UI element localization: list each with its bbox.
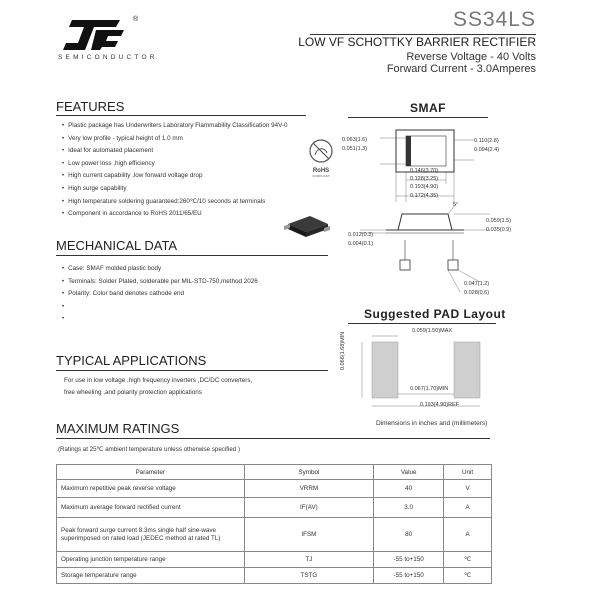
part-number: SS34LS — [452, 8, 536, 31]
pad-mid-dim: 0.067(1.70)MIN — [410, 386, 449, 392]
dim-i: 0.012(0.3) — [348, 232, 374, 238]
ratings-heading: MAXIMUM RATINGS — [56, 421, 180, 436]
applications-rule — [56, 370, 328, 371]
unit-cell: ℃ — [444, 568, 492, 584]
applications-heading: TYPICAL APPLICATIONS — [56, 353, 207, 368]
rohs-sub: COMPLIANT — [312, 174, 330, 178]
col-parameter: Parameter — [57, 465, 245, 480]
dim-c: 0.110(2.8) — [474, 138, 499, 144]
features-heading: FEATURES — [56, 99, 125, 114]
features-list — [62, 120, 288, 221]
mechanical-heading: MECHANICAL DATA — [56, 238, 178, 253]
param-cell: Operating junction temperature range — [57, 552, 245, 568]
registered-mark: ® — [133, 16, 139, 23]
dim-b: 0.051(1.3) — [342, 146, 368, 152]
dim-n: 0.028(0.6) — [464, 290, 490, 296]
mechanical-rule — [56, 255, 328, 256]
pad-top-dim: 0.059(1.50)MAX — [412, 328, 453, 334]
table-row — [57, 518, 492, 552]
dim-f: 0.128(3.25) — [410, 176, 439, 182]
dim-g: 0.193(4.90) — [410, 184, 439, 190]
dim-angle: 5° — [453, 202, 459, 208]
forward-current: Forward Current - 3.0Amperes — [386, 63, 536, 75]
value-cell: -55 to+150 — [374, 552, 444, 568]
value-cell: 40 — [374, 480, 444, 498]
col-symbol: Symbol — [244, 465, 374, 480]
component-image — [284, 212, 330, 240]
company-logo — [58, 18, 130, 52]
mechanical-item: • Polarity: Color band denotes cathode end — [62, 288, 258, 301]
param-cell: Storage temperature range — [57, 568, 245, 584]
rohs-label: RoHS — [312, 168, 330, 174]
dim-a: 0.063(1.6) — [342, 137, 368, 143]
symbol-cell: VRRM — [244, 480, 374, 498]
dim-m: 0.047(1.2) — [464, 281, 490, 287]
applications-line2: free wheeling ,and polarity protection applications — [64, 388, 202, 396]
unit-cell: ℃ — [444, 552, 492, 568]
symbol-cell: IF(AV) — [244, 498, 374, 518]
col-unit: Unit — [444, 465, 492, 480]
dim-j: 0.004(0.1) — [348, 241, 374, 247]
dim-k: 0.059(1.5) — [486, 218, 512, 224]
value-cell: 3.0 — [374, 498, 444, 518]
ratings-header-row — [57, 465, 492, 480]
rohs-icon — [304, 138, 338, 164]
rohs-badge — [304, 138, 338, 178]
unit-cell: A — [444, 518, 492, 552]
product-title: LOW VF SCHOTTKY BARRIER RECTIFIER — [298, 35, 536, 49]
dim-e: 0.146(3.70) — [410, 168, 439, 174]
company-name: SEMICONDUCTOR — [58, 54, 158, 61]
value-cell: 80 — [374, 518, 444, 552]
symbol-cell: TJ — [244, 552, 374, 568]
pad-layout-rule — [348, 323, 496, 324]
table-row — [57, 498, 492, 518]
mechanical-item — [62, 313, 258, 326]
applications-line1: For use in low voltage ,high frequency inverters ,DC/DC converters, — [64, 377, 253, 384]
feature-item: • High surge capability — [62, 183, 288, 196]
feature-item: • High temperature soldering guaranteed:260℃/10 seconds at terminals — [62, 196, 288, 209]
table-row — [57, 552, 492, 568]
feature-item: • High current capability ,low forward voltage drop — [62, 170, 288, 183]
reverse-voltage: Reverse Voltage - 40 Volts — [406, 51, 536, 63]
dim-d: 0.094(2.4) — [474, 147, 500, 153]
value-cell: -55 to+150 — [374, 568, 444, 584]
mechanical-list — [62, 263, 258, 326]
symbol-cell: TSTG — [244, 568, 374, 584]
ratings-note: (Ratings at 25℃ ambient temperature unless otherwise specified ) — [58, 446, 241, 453]
dimensions-note: Dimensions in inches and (millimeters) — [376, 420, 488, 427]
mechanical-item: • Terminals: Solder Plated, solderable per MIL-STD-750,method 2026 — [62, 276, 258, 289]
applications-text — [64, 375, 252, 398]
feature-item: • Plastic package has Underwriters Laboratory Flammability Classification 94V-0 — [62, 120, 288, 133]
col-value: Value — [374, 465, 444, 480]
param-cell: Peak forward surge current 8.3ms single half sine-wave superimposed on rated load (JEDEC method at rated TL) — [57, 518, 245, 552]
package-rule — [348, 117, 488, 118]
pad-layout-title: Suggested PAD Layout — [364, 307, 506, 321]
feature-item: • Very low profile - typical height of 1.0 mm — [62, 133, 288, 146]
pad-bottom-dim: 0.193(4.90)REF — [420, 402, 460, 408]
ratings-table — [56, 464, 492, 584]
package-title: SMAF — [410, 101, 446, 115]
unit-cell: V — [444, 480, 492, 498]
feature-item: • Low power loss ,high efficiency — [62, 158, 288, 171]
feature-item: • Component in accordance to RoHS 2011/65/EU — [62, 208, 288, 221]
feature-item: • Ideal for automated placement — [62, 145, 288, 158]
table-row — [57, 568, 492, 584]
ratings-rule — [56, 438, 490, 439]
pad-side-dim: 0.066(1.68)MIN — [340, 331, 346, 370]
dim-h: 0.172(4.35) — [410, 193, 439, 199]
unit-cell: A — [444, 498, 492, 518]
mechanical-item: • Case: SMAF molded plastic body — [62, 263, 258, 276]
dim-l: 0.035(0.9) — [486, 227, 512, 233]
param-cell: Maximum average forward rectified current — [57, 498, 245, 518]
symbol-cell: IFSM — [244, 518, 374, 552]
param-cell: Maximum repetitive peak reverse voltage — [57, 480, 245, 498]
mechanical-item — [62, 301, 258, 314]
table-row — [57, 480, 492, 498]
features-rule — [56, 115, 306, 116]
